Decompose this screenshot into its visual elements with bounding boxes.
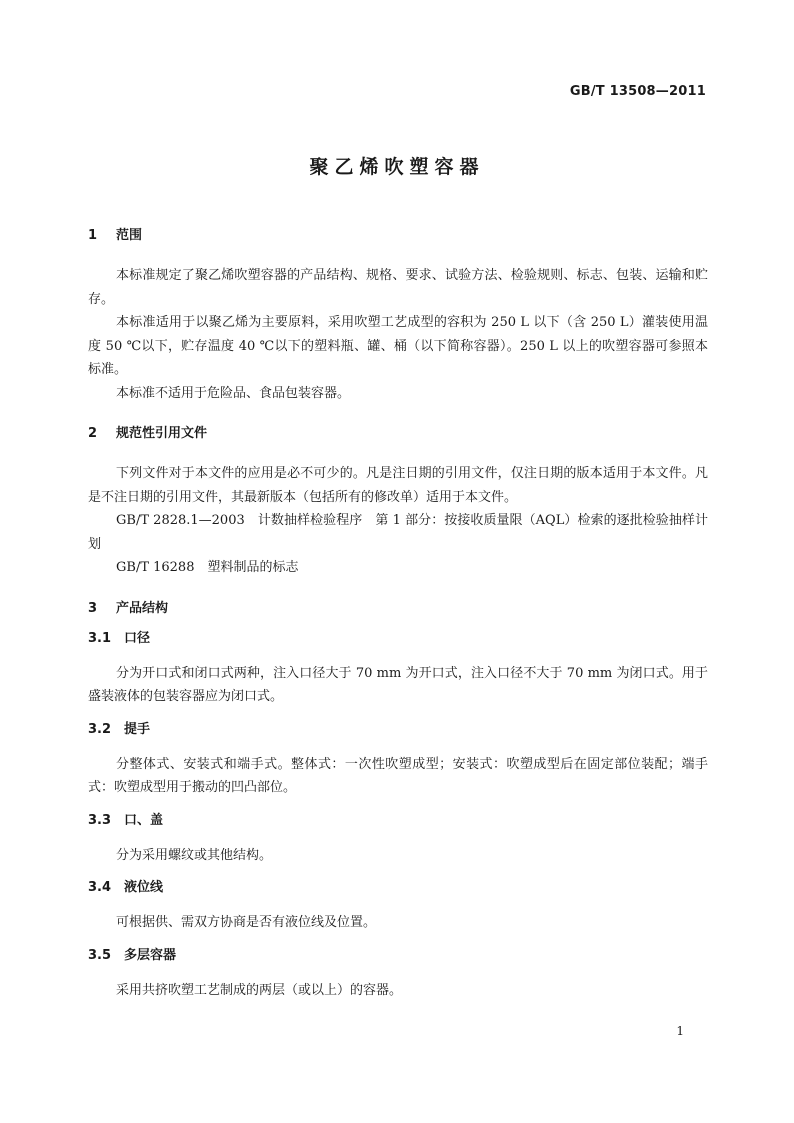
paragraph: 分整体式、安装式和端手式。整体式：一次性吹塑成型；安装式：吹塑成型后在固定部位装配；端手式：吹塑成型用于搬动的凹凸部位。 <box>88 756 708 795</box>
document-title: 聚乙烯吹塑容器 <box>309 156 485 178</box>
subsection-number: 3.4 <box>88 880 112 895</box>
section-title: 范围 <box>116 228 143 243</box>
standard-code: GB/T 13508—2011 <box>569 84 706 99</box>
section-title: 规范性引用文件 <box>116 426 208 441</box>
paragraph: 下列文件对于本文件的应用是必不可少的。凡是注日期的引用文件，仅注日期的版本适用于本文件。凡是不注日期的引用文件，其最新版本（包括所有的修改单）适用于本文件。 <box>88 466 708 505</box>
section-number: 3 <box>88 600 98 616</box>
section-title: 产品结构 <box>116 600 169 616</box>
section-number: 1 <box>88 228 98 243</box>
paragraph: 本标准规定了聚乙烯吹塑容器的产品结构、规格、要求、试验方法、检验规则、标志、包装、运输和贮存。 <box>88 268 708 307</box>
subsection-heading-multilayer <box>88 947 708 965</box>
subsection-heading-handle <box>88 721 708 739</box>
subsection-title: 提手 <box>124 721 151 737</box>
subsection-number: 3.2 <box>88 721 112 737</box>
subsection-heading-caliber <box>88 630 708 648</box>
paragraph: 采用共挤吹塑工艺制成的两层（或以上）的容器。 <box>116 982 403 998</box>
page-number: 1 <box>676 1024 684 1038</box>
paragraph: 可根据供、需双方协商是否有液位线及位置。 <box>116 915 377 930</box>
subsection-title: 口径 <box>124 630 151 646</box>
reference-item: GB/T 16288 塑料制品的标志 <box>116 560 299 575</box>
paragraph: 本标准不适用于危险品、食品包装容器。 <box>116 385 351 401</box>
paragraph: 本标准适用于以聚乙烯为主要原料，采用吹塑工艺成型的容积为 250 L 以下（含 250 L）灌装使用温度 50 ℃以下，贮存温度 40 ℃以下的塑料瓶、罐、桶（以下简称容器）。250 L 以上的吹塑容器可参照本标准。 <box>88 315 708 377</box>
subsection-heading-level-line <box>88 879 708 897</box>
document-body <box>88 227 708 1002</box>
subsection-title: 液位线 <box>124 880 164 895</box>
section-number: 2 <box>88 426 98 441</box>
subsection-title: 多层容器 <box>124 947 177 963</box>
subsection-number: 3.5 <box>88 947 112 963</box>
subsection-heading-mouth-cap <box>88 812 708 830</box>
subsection-number: 3.3 <box>88 812 112 828</box>
reference-item: GB/T 2828.1—2003 计数抽样检验程序 第 1 部分：按接收质量限（AQL）检索的逐批检验抽样计划 <box>88 513 708 552</box>
paragraph: 分为采用螺纹或其他结构。 <box>116 847 273 863</box>
section-heading-normative-references <box>88 425 708 443</box>
subsection-title: 口、盖 <box>124 812 164 828</box>
subsection-number: 3.1 <box>88 630 112 646</box>
section-heading-scope <box>88 227 708 245</box>
paragraph: 分为开口式和闭口式两种，注入口径大于 70 mm 为开口式，注入口径不大于 70 mm 为闭口式。用于盛装液体的包装容器应为闭口式。 <box>88 665 708 704</box>
section-heading-product-structure <box>88 600 708 618</box>
